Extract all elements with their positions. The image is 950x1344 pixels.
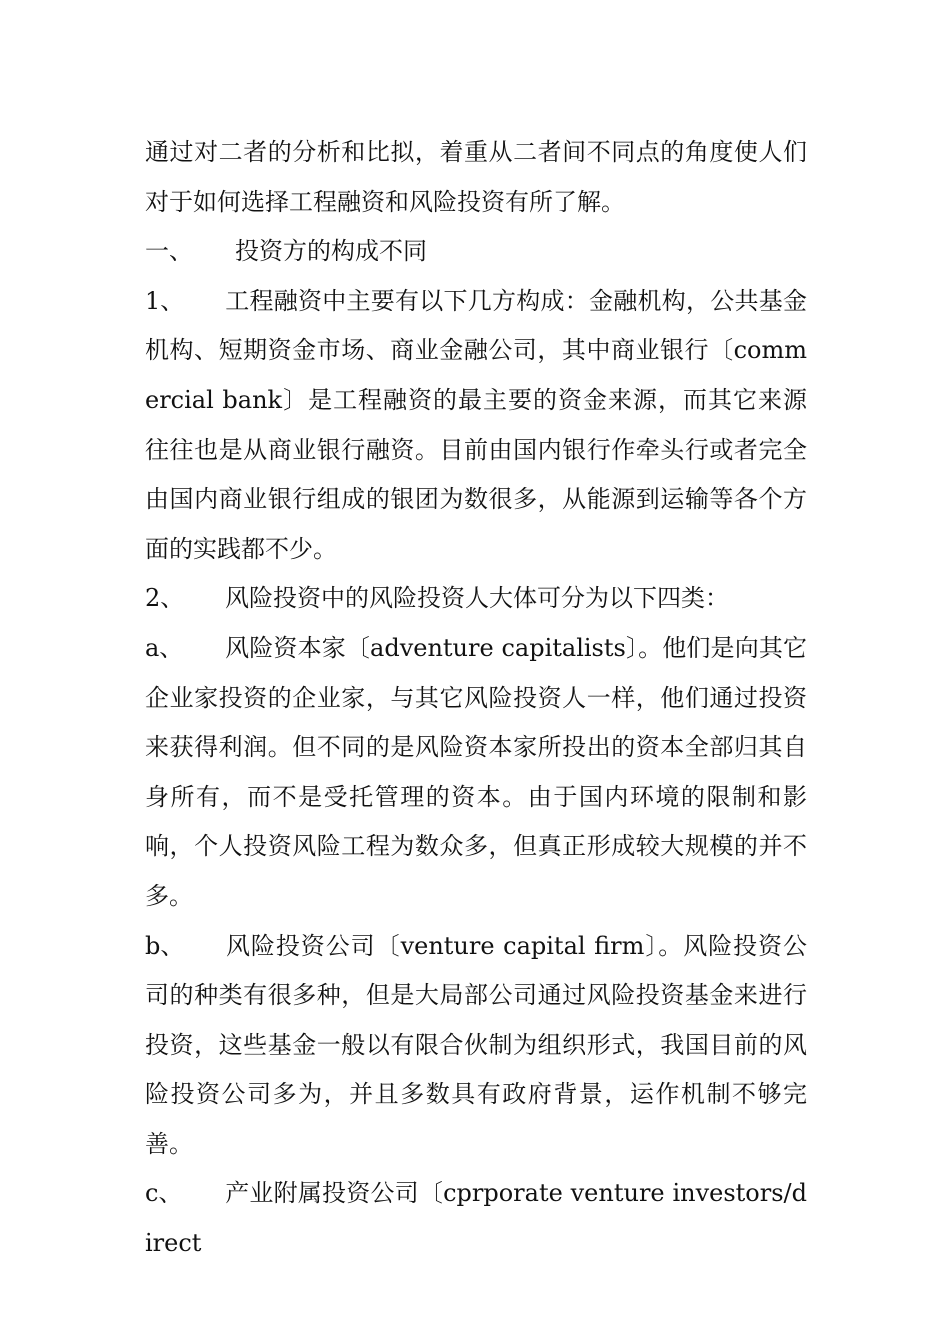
paragraph-text: 工程融资中主要有以下几方构成：金融机构，公共基金机构、短期资金市场、商业金融公司，其中商业银行〔commercial bank〕是工程融资的最主要的资金来源，而其它来源往往也是从商业银行融资。目前由国内银行作牵头行或者完全由国内商业银行组成的银团为数很多，从能源到运输等各个方面的实践都不少。: [145, 286, 807, 563]
list-item-venture-capital-firm: [145, 922, 807, 1170]
list-marker: a、: [145, 633, 184, 662]
section-heading-investor-composition: [145, 227, 807, 277]
list-item-venture-investors: [145, 574, 807, 624]
list-marker: 2、: [145, 584, 185, 613]
list-item-corporate-venture-investors: [145, 1169, 807, 1268]
list-item-adventure-capitalists: [145, 624, 807, 922]
list-marker: 1、: [145, 286, 185, 315]
paragraph-text: 风险投资公司〔venture capital firm〕。风险投资公司的种类有很多种，但是大局部公司通过风险投资基金来进行投资，这些基金一般以有限合伙制为组织形式，我国目前的风险投资公司多为，并且多数具有政府背景，运作机制不够完善。: [145, 931, 807, 1158]
list-marker: c、: [145, 1179, 183, 1208]
document-page: [145, 128, 807, 1269]
paragraph-text: 投资方的构成不同: [235, 237, 427, 266]
paragraph-text: 产业附属投资公司〔cprporate venture investors/direct: [145, 1179, 807, 1258]
paragraph-text: 通过对二者的分析和比拟，着重从二者间不同点的角度使人们对于如何选择工程融资和风险投资有所了解。: [145, 138, 807, 216]
list-marker: b、: [145, 931, 185, 960]
paragraph-text: 风险资本家〔adventure capitalists〕。他们是向其它企业家投资的企业家，与其它风险投资人一样，他们通过投资来获得利润。但不同的是风险资本家所投出的资本全部归其自身所有，而不是受托管理的资本。由于国内环境的限制和影响，个人投资风险工程为数众多，但真正形成较大规模的并不多。: [145, 633, 807, 910]
paragraph-text: 风险投资中的风险投资人大体可分为以下四类：: [225, 584, 729, 613]
list-marker: 一、: [145, 237, 193, 266]
list-item-project-financing: [145, 277, 807, 575]
intro-paragraph: [145, 128, 807, 227]
